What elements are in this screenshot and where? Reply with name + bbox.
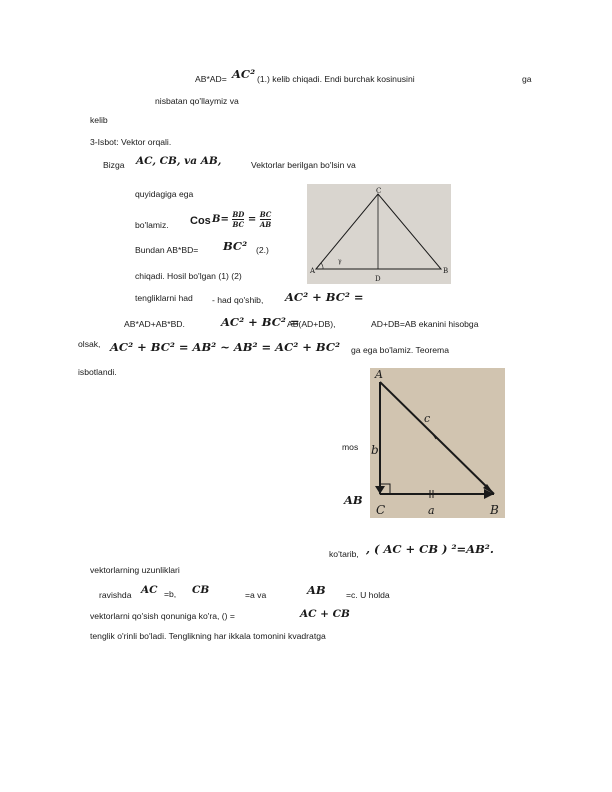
figure-triangle-altitude (307, 184, 451, 284)
text-line-18: tenglik o'rinli bo'ladi. Tenglikning har ikkala tomonini kvadratga (90, 631, 326, 641)
triangle-outline (316, 194, 441, 269)
math-cos-fraction: B= $\frac{BD}{BC}$ = $\frac{BC}{AB}$ (212, 210, 272, 229)
text-line-5a: Bizga (103, 160, 125, 170)
text-line-6: quyidagiga ega (135, 189, 194, 199)
text-line-14a: ko'tarib, (329, 549, 359, 559)
text-mos: mos (342, 442, 359, 452)
text-line-8b: (2.) (256, 245, 269, 255)
label-gamma: γ (338, 258, 342, 265)
text-line-12b: ga ega bo'lamiz. Teorema (351, 345, 449, 355)
label-vertex-a: A (375, 368, 383, 381)
text-line-2: nisbatan qo'llaymiz va (155, 96, 239, 106)
text-line-9: chiqadi. Hosil bo'lgan (1) (2) (135, 271, 242, 281)
label-d-foot: D (375, 275, 381, 283)
text-line-1a: AB*AD= (195, 74, 227, 84)
math-bc-squared: BC² (223, 239, 248, 253)
text-line-7a: bo'lamiz. (135, 220, 169, 230)
text-line-10a: tengliklarni had (135, 293, 193, 303)
label-vertex-c: C (376, 503, 386, 517)
text-line-1c: ga (522, 74, 532, 84)
text-line-4: 3-Isbot: Vektor orqali. (90, 137, 172, 147)
math-pythagoras: AC² + BC² = AB² ~ AB² = AC² + BC² (110, 340, 341, 354)
math-vectors: AC, CB, va AB, (136, 155, 222, 167)
text-line-5b: Vektorlar berilgan bo'lsin va (251, 160, 356, 170)
text-line-16d: =c. U holda (346, 590, 390, 600)
text-line-11b: AB(AD+DB), (287, 319, 336, 329)
text-cos: Cos (190, 215, 211, 227)
triangle-altitude-drawing (307, 184, 451, 284)
text-line-17a: vektorlarni qo'sish qonuniga ko'ra, () = (90, 611, 235, 621)
label-vertex-b: B (490, 503, 499, 517)
text-line-10b: - had qo'shib, (212, 295, 264, 305)
text-line-15: vektorlarning uzunliklari (90, 565, 180, 575)
math-ab-vec: AB (307, 583, 326, 597)
text-line-11a: AB*AD+AB*BD. (124, 319, 185, 329)
text-line-8a: Bundan AB*BD= (135, 245, 199, 255)
label-side-c: c (424, 412, 431, 425)
text-line-12a: olsak, (78, 339, 101, 349)
text-line-11c: AD+DB=AB ekanini hisobga (371, 319, 479, 329)
math-vector-square: , ( AC + CB ) ²=AB². (366, 542, 494, 556)
figure-right-triangle-vectors (370, 368, 505, 518)
math-ac-vec: AC (141, 584, 158, 596)
label-side-a: a (428, 504, 435, 517)
right-triangle-drawing (370, 368, 505, 518)
label-b-vertex: B (443, 267, 449, 275)
math-sum-2: AC² + BC² = (221, 315, 300, 329)
side-ab (380, 382, 494, 494)
math-ac-squared: AC² (232, 67, 256, 81)
label-side-b: b (371, 443, 379, 457)
math-vector-sum: AC + CB (300, 608, 350, 620)
math-ab-vector-label: AB (344, 493, 363, 507)
label-a-vertex: A (310, 267, 316, 275)
text-line-16c: =a va (245, 590, 267, 600)
text-line-16a: ravishda (99, 590, 132, 600)
label-c-vertex: C (376, 187, 382, 195)
math-cb-vec: CB (192, 584, 210, 596)
angle-arc (321, 263, 323, 269)
text-line-16b: =b, (164, 589, 177, 599)
text-line-3: kelib (90, 115, 108, 125)
text-line-1b: (1.) kelib chiqadi. Endi burchak kosinusini (257, 74, 415, 84)
math-sum-1: AC² + BC² = (285, 290, 364, 304)
text-line-13: isbotlandi. (78, 367, 117, 377)
